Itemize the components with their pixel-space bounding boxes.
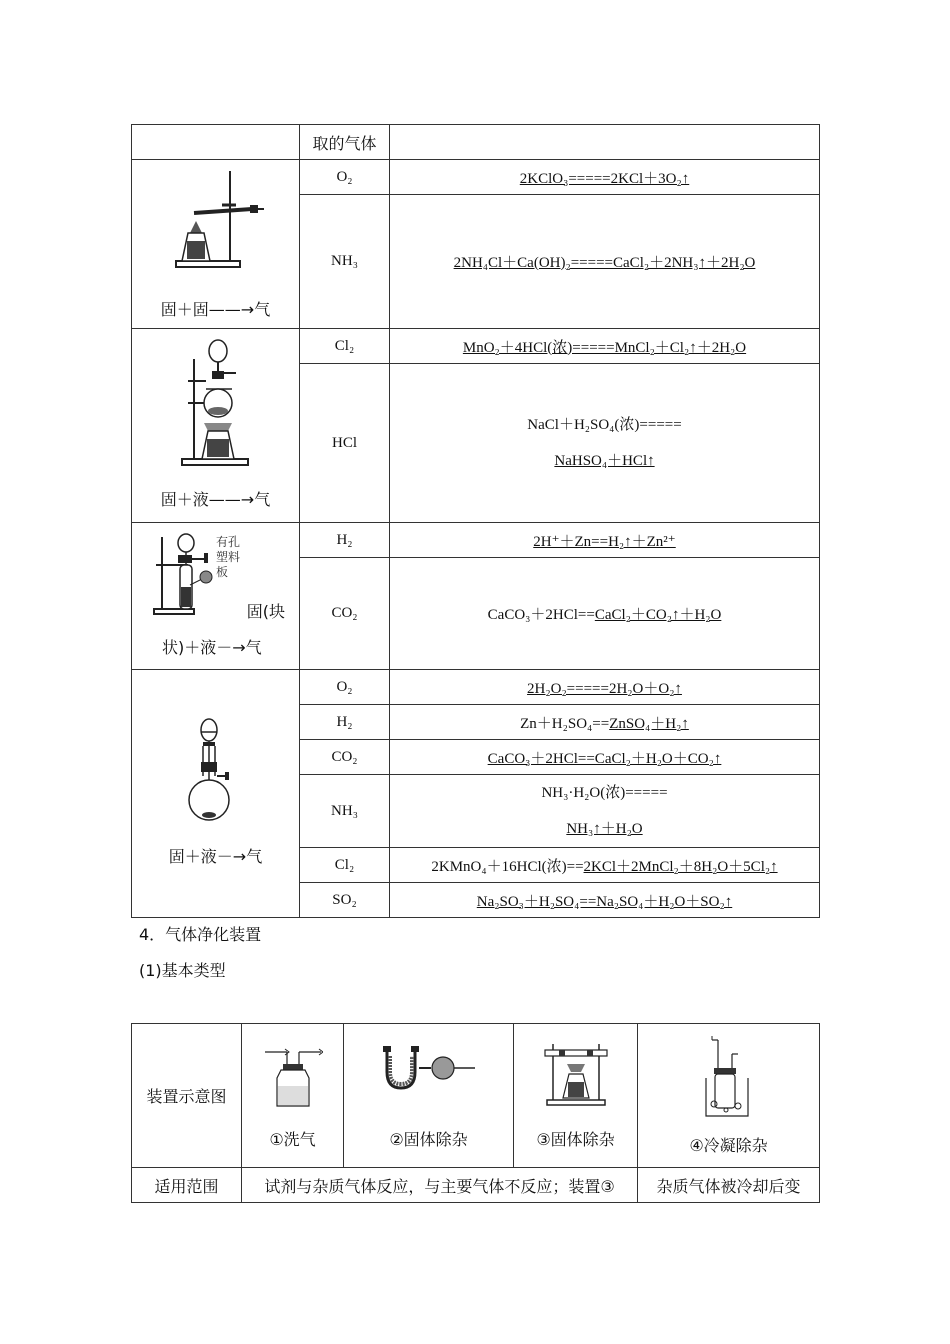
equation-underlined: ZnSO₄＋H₂↑: [609, 715, 689, 732]
gas-cell: O₂: [300, 670, 390, 705]
solid-liquid-heating-apparatus-icon: [132, 331, 298, 481]
equation-plain: Zn＋H₂SO₄==: [520, 715, 610, 732]
header-cell-apparatus: [132, 125, 300, 160]
apparatus-caption: 固＋液——→气: [160, 490, 271, 509]
equation-line: NaCl＋H₂SO₄(浓)=====: [527, 417, 682, 433]
equation-cell: 2H⁺＋Zn==H₂↑＋Zn²⁺: [390, 523, 820, 558]
gas-cell: O₂: [300, 160, 390, 195]
apparatus-drawing: [132, 529, 299, 621]
equation-plain: 2KMnO₄＋16HCl(浓)==: [431, 858, 584, 875]
solid-solid-heating-apparatus-icon: [132, 161, 298, 291]
gas-purification-table: [131, 1023, 820, 1203]
table-row: [132, 160, 820, 195]
equation-cell: [390, 364, 820, 523]
flask-funnel-apparatus-icon: [133, 714, 299, 834]
gas-cell: H₂: [300, 523, 390, 558]
equation-cell: MnO₂＋4HCl(浓)=====MnCl₂＋Cl₂↑＋2H₂O: [390, 329, 820, 364]
table-row: [132, 1168, 820, 1203]
equation-line: NH₃↑＋H₂O: [566, 821, 643, 837]
equation-cell: Na₂SO₃＋H₂SO₄==Na₂SO₄＋H₂O＋SO₂↑: [390, 883, 820, 918]
equation-cell: CaCO₃＋2HCl==CaCl₂＋H₂O＋CO₂↑: [390, 740, 820, 775]
equation-cell: 2KClO₃=====2KCl＋3O₂↑: [390, 160, 820, 195]
equation-cell: [390, 775, 820, 848]
equation-cell: [390, 705, 820, 740]
equation-cell: [390, 848, 820, 883]
section-subheading: (1)基本类型: [139, 961, 226, 980]
equation-underlined: CaCl₂＋CO₂↑＋H₂O: [594, 607, 722, 623]
equation-cell: 2NH₄Cl＋Ca(OH)₂=====CaCl₂＋2NH₃↑＋2H₂O: [390, 195, 820, 329]
gas-cell: CO₂: [300, 558, 390, 670]
device-cell: [344, 1024, 514, 1168]
section-heading: 4．气体净化装置: [139, 925, 262, 944]
apparatus-solid-solid-heating: [132, 160, 300, 329]
plate-label: [216, 535, 240, 580]
device-cell: [514, 1024, 638, 1168]
equation-cell: [390, 558, 820, 670]
apparatus-caption: 固＋固——→气: [160, 299, 271, 319]
cold-trap-icon: [704, 1036, 754, 1120]
table-header-row: [132, 125, 820, 160]
plate-label-line: 塑料: [216, 549, 241, 564]
equation-plain: CaCO₃＋2HCl==: [487, 607, 595, 623]
table-row: [132, 523, 820, 558]
equation-cell: 2H₂O₂=====2H₂O＋O₂↑: [390, 670, 820, 705]
scope-cell: 杂质气体被冷却后变: [638, 1168, 820, 1203]
gas-cell: SO₂: [300, 883, 390, 918]
apparatus-caption-part1: 固(块: [246, 601, 285, 621]
equation-line: NaHSO₄＋HCl↑: [554, 453, 655, 469]
device-caption: ③固体除杂: [536, 1129, 615, 1149]
gas-cell: Cl₂: [300, 329, 390, 364]
table-row: [132, 670, 820, 705]
heated-tube-icon: [541, 1042, 611, 1108]
gas-cell: H₂: [300, 705, 390, 740]
gas-cell: NH₃: [300, 195, 390, 329]
equation-underlined: 2KCl＋2MnCl₂＋8H₂O＋5Cl₂↑: [583, 858, 778, 875]
plate-label-line: 板: [216, 564, 229, 579]
table-row: [132, 329, 820, 364]
device-caption: ④冷凝除杂: [689, 1135, 768, 1155]
device-caption: ①洗气: [269, 1129, 316, 1149]
gas-cell: Cl₂: [300, 848, 390, 883]
equation-line: NH₃·H₂O(浓)=====: [541, 785, 668, 801]
apparatus-block-solid-liquid: [132, 523, 300, 670]
table-row: [132, 1024, 820, 1168]
apparatus-caption-part2: 状)＋液－→气: [162, 637, 262, 657]
apparatus-solid-liquid-no-heat: [132, 670, 300, 918]
scope-cell: 试剂与杂质气体反应，与主要气体不反应；装置③: [242, 1168, 638, 1203]
gas-cell: NH₃: [300, 775, 390, 848]
gas-cell: HCl: [300, 364, 390, 523]
row-label: 装置示意图: [132, 1024, 242, 1168]
apparatus-caption: 固＋液－→气: [168, 847, 263, 866]
device-cell: [638, 1024, 820, 1168]
header-cell-equation: [390, 125, 820, 160]
device-caption: ②固体除杂: [389, 1129, 468, 1149]
header-cell-gas: 取的气体: [300, 125, 390, 160]
row-label: 适用范围: [132, 1168, 242, 1203]
apparatus-solid-liquid-heating: [132, 329, 300, 523]
gas-cell: CO₂: [300, 740, 390, 775]
device-cell: [242, 1024, 344, 1168]
gas-washing-bottle-icon: [263, 1042, 323, 1112]
gas-preparation-table: [131, 124, 820, 918]
plate-label-line: 有孔: [216, 534, 241, 549]
u-tube-drying-icon: [381, 1042, 477, 1096]
